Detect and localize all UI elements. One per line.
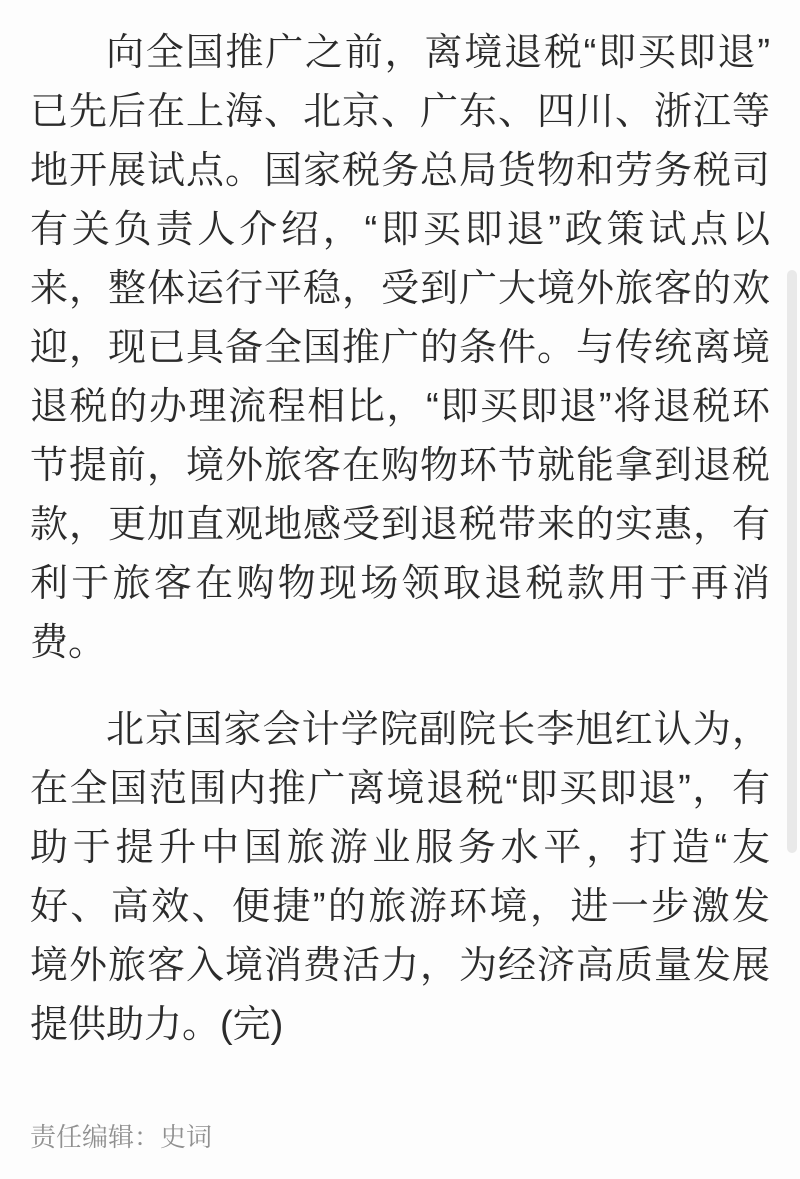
article-paragraph	[30, 24, 770, 673]
article-line: 利于旅客在购物现场领取退税款用于再消	[30, 563, 770, 605]
article-line: 来，整体运行平稳，受到广大境外旅客的欢	[30, 268, 770, 310]
article-line: 费。	[30, 622, 107, 664]
article-line: 在全国范围内推广离境退税“即买即退”，有	[30, 768, 770, 810]
article-line: 北京国家会计学院副院长李旭红认为，	[106, 709, 770, 751]
article-line: 有关负责人介绍，“即买即退”政策试点以	[30, 209, 770, 251]
article-line: 助于提升中国旅游业服务水平，打造“友	[30, 827, 770, 869]
article-line: 节提前，境外旅客在购物环节就能拿到退税	[30, 445, 770, 487]
article-line: 款，更加直观地感受到退税带来的实惠，有	[30, 504, 770, 546]
article-line: 地开展试点。国家税务总局货物和劳务税司	[30, 150, 770, 192]
article-line: 提供助力。(完)	[30, 1004, 284, 1046]
article-paragraph	[30, 701, 770, 1055]
scrollbar-thumb[interactable]	[787, 270, 797, 853]
article-line: 向全国推广之前，离境退税“即买即退”	[106, 32, 770, 74]
article-line: 已先后在上海、北京、广东、四川、浙江等	[30, 91, 770, 133]
article-line: 境外旅客入境消费活力，为经济高质量发展	[30, 945, 770, 987]
article-line: 迎，现已具备全国推广的条件。与传统离境	[30, 327, 770, 369]
article-line: 好、高效、便捷”的旅游环境，进一步激发	[30, 886, 770, 928]
article-line: 退税的办理流程相比，“即买即退”将退税环	[30, 386, 770, 428]
editor-credit: 责任编辑：史词	[30, 1122, 213, 1152]
